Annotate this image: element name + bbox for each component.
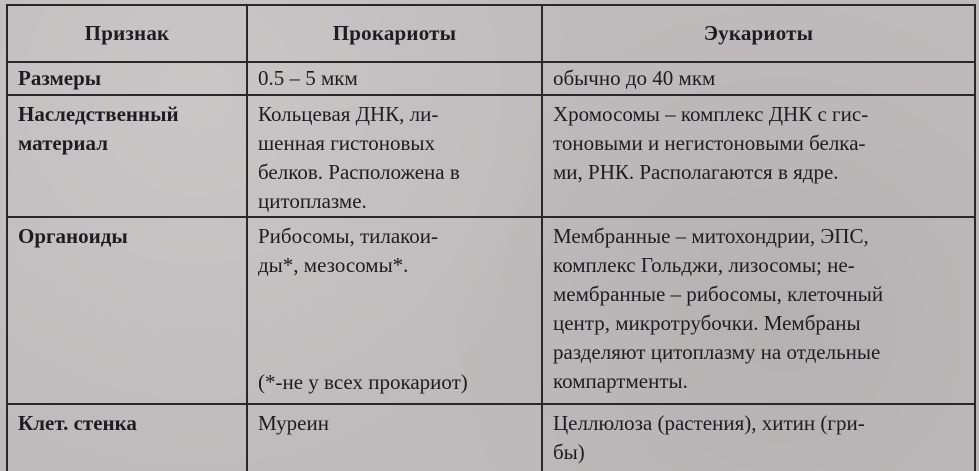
eukaryotes-cell	[542, 95, 975, 217]
eukaryotes-text: Мембранные – митохондрии, ЭПС, комплекс Гольджи, лизосомы; не- мембранные – рибосомы, клеточный центр, микротрубочки. Мембраны разделяют цитоплазму на отдельные компартменты.	[553, 224, 884, 393]
row-label-cell	[7, 217, 247, 404]
eukaryotes-cell	[542, 62, 975, 95]
prokaryotes-organoids-wrap	[248, 218, 541, 403]
table-row	[7, 217, 975, 404]
eukaryotes-text: Хромосомы – комплекс ДНК с гис- тоновыми и негистоновыми белка- ми, РНК. Располагаются в ядре.	[553, 102, 869, 184]
row-label-cell	[7, 404, 247, 471]
table-row	[7, 95, 975, 217]
header-eukaryotes: Эукариоты	[542, 5, 975, 62]
header-prokaryotes: Прокариоты	[247, 5, 542, 62]
prokaryotes-text: Кольцевая ДНК, ли- шенная гистоновых белков. Расположена в цитоплазме.	[258, 102, 460, 213]
header-feature: Признак	[7, 5, 247, 62]
prokaryotes-text: 0.5 – 5 мкм	[258, 66, 358, 90]
table-row	[7, 404, 975, 471]
prokaryotes-footnote: (*-не у всех прокариот)	[258, 370, 468, 394]
comparison-table	[6, 4, 976, 471]
prokaryotes-cell	[247, 95, 542, 217]
table-row	[7, 62, 975, 95]
row-label-cell	[7, 62, 247, 95]
prokaryotes-cell	[247, 217, 542, 404]
row-label-cell	[7, 95, 247, 217]
row-label: Размеры	[18, 66, 102, 90]
table-header-row	[7, 5, 975, 62]
eukaryotes-text: Целлюлоза (растения), хитин (гри- бы)	[553, 411, 865, 464]
row-label: Органоиды	[18, 224, 128, 248]
prokaryotes-text: Рибосомы, тилакои- ды*, мезосомы*.	[258, 224, 439, 277]
eukaryotes-cell	[542, 217, 975, 404]
row-label: Наследственный материал	[18, 102, 179, 155]
eukaryotes-cell	[542, 404, 975, 471]
prokaryotes-text: Муреин	[258, 411, 329, 435]
row-label: Клет. стенка	[18, 411, 137, 435]
prokaryotes-cell	[247, 62, 542, 95]
eukaryotes-text: обычно до 40 мкм	[553, 66, 716, 90]
prokaryotes-cell	[247, 404, 542, 471]
